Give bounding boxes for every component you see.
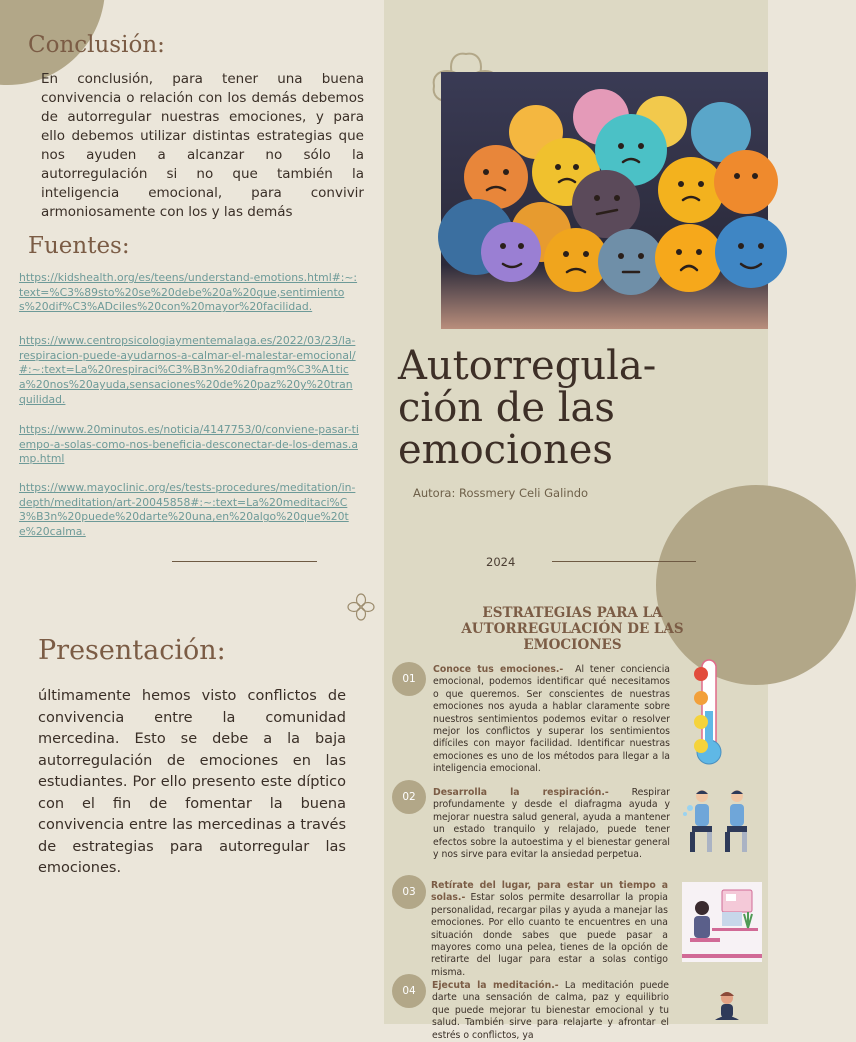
strategy-item <box>433 664 670 776</box>
source-link[interactable]: https://kidshealth.org/es/teens/understand-emotions.html#:~:text=%C3%89sto%20se%20debe%20a%20que,sentimientos%20dif%C3%ADciles%20con%20mayor%20facilidad. <box>19 271 358 314</box>
strategy-number-badge: 01 <box>392 662 426 696</box>
strategy-item <box>431 880 668 979</box>
strategy-title: Conoce tus emociones.- <box>433 664 564 675</box>
strategy-text: La meditación puede darte una sensación de calma, paz y equilibrio que puede mejorar tu bienestar emocional y tu salud. También sirve para relajarte y afrontar el estrés o conflictos, ya <box>432 980 669 1041</box>
strategies-title: ESTRATEGIAS PARA LA AUTORREGULACIÓN DE LAS EMOCIONES <box>461 605 684 653</box>
strategy-text: Respirar profundamente y desde el diafragma ayuda y mejorar nuestra salud general, ayuda a mantener un estado tranquilo y relajado, puede tener efectos sobre la autoestima y el bienestar general y nos sirve para evitar la ansiedad perpetua. <box>433 787 670 861</box>
strategy-item <box>432 980 669 1042</box>
strategy-number-badge: 04 <box>392 974 426 1008</box>
presentation-text: últimamente hemos visto conflictos de convivencia entre la comunidad mercedina. Esto se debe a la baja autorregulación de emociones en las estudiantes. Por ello presento este díptico con el fin de fomentar la buena convivencia entre las mercedinas a través de estrategias para autorregular las emociones. <box>38 688 346 876</box>
title-line: ción de las <box>398 385 615 431</box>
title-line: emociones <box>398 427 613 473</box>
person-at-desk-icon <box>682 882 762 962</box>
presentation-heading: Presentación: <box>38 635 226 666</box>
decorative-circle <box>656 485 856 685</box>
left-panel <box>0 0 384 1024</box>
source-link[interactable]: https://www.20minutos.es/noticia/4147753/0/conviene-pasar-tiempo-a-solas-como-nos-beneficia-desconectar-de-los-demas.amp.html <box>19 423 359 466</box>
strategy-number-badge: 03 <box>392 875 426 909</box>
year: 2024 <box>486 555 516 569</box>
meditating-person-icon <box>712 990 742 1024</box>
conclusion-text: En conclusión, para tener una buena convivencia o relación con los demás debemos de autorregular nuestras emociones, y para ello debemos utilizar distintas estrategias que nos ayuden a alcanzar no sólo la autorregulación si no que también la inteligencia emocional, para convivir armoniosamente con los y las demás <box>41 71 364 220</box>
strategy-number-badge: 02 <box>392 780 426 814</box>
strategy-text: Al tener conciencia emocional, podemos identificar qué necesitamos o que queremos. Ser conscientes de nuestras emociones nos ayuda a hablar claramente sobre nuestros sentimientos podemos evitar o resolver mejor los conflictos y superar los sentimientos difíciles con mayor facilidad. Identificar nuestras emociones es uno de los métodos para llegar a la inteligencia emocional. <box>433 664 670 775</box>
source-link[interactable]: https://www.mayoclinic.org/es/tests-procedures/meditation/in-depth/meditation/art-20045858#:~:text=La%20meditaci%C3%B3n%20puede%20darte%20una,en%20algo%20que%20te%20calma. <box>19 481 356 539</box>
small-flower-icon <box>346 592 376 622</box>
strategy-title: Retírate del lugar, para estar un tiempo a solas.- <box>431 880 668 904</box>
conclusion-heading: Conclusión: <box>28 32 165 58</box>
title-line: Autorregula- <box>398 343 657 389</box>
main-title <box>398 345 698 471</box>
strategy-title: Desarrolla la respiración.- <box>433 787 609 798</box>
source-link[interactable]: https://www.centropsicologiaymentemalaga.es/2022/03/23/la-respiracion-puede-ayudarnos-a-calmar-el-malestar-emocional/#:~:text=La%20respiraci%C3%B3n%20diafragm%C3%A1tica%20nos%20ayuda,sensaciones%20de%20paz%20y%20tranquilidad. <box>19 334 356 406</box>
emotions-photo <box>441 72 768 329</box>
strategy-item <box>433 787 670 861</box>
strategy-text: Estar solos permite desarrollar la propia personalidad, recargar pilas y ayuda a manejar las emociones. Por ello cuanto te encuentres en una situación donde sabes que puede pasar a mayores como una pelea, tienes de la opción de retirarte del lugar para estar a solas contigo misma. <box>431 892 668 978</box>
emotion-thermometer-icon <box>690 656 726 768</box>
author: Autora: Rossmery Celi Galindo <box>413 486 589 500</box>
divider-line <box>552 561 696 562</box>
divider-line <box>172 561 317 562</box>
sources-heading: Fuentes: <box>28 233 130 259</box>
breathing-people-icon <box>682 786 756 858</box>
strategy-title: Ejecuta la meditación.- <box>432 980 559 991</box>
